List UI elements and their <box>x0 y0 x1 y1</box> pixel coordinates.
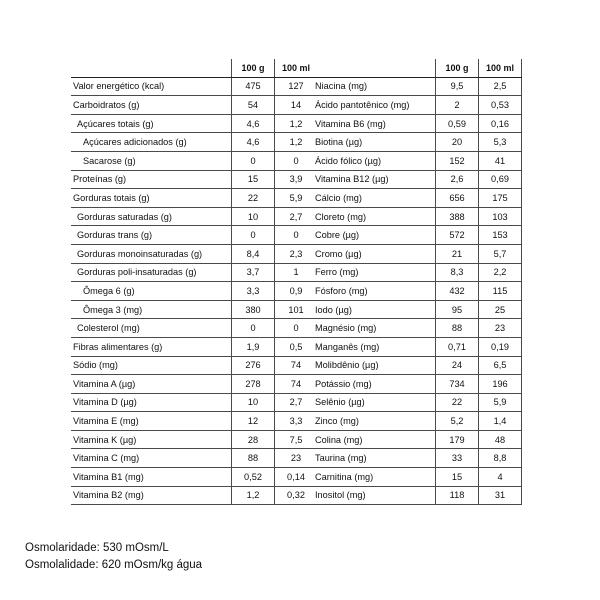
nutrient-label: Ácido pantotênico (mg) <box>313 96 436 115</box>
nutrient-label: Inositol (mg) <box>313 486 436 505</box>
table-row <box>313 486 522 505</box>
value-100ml: 25 <box>479 300 522 319</box>
table-row <box>71 356 317 375</box>
table-row <box>71 114 317 133</box>
nutrient-label: Carboidratos (g) <box>71 96 232 115</box>
value-100g: 88 <box>436 319 479 338</box>
value-100g: 380 <box>232 300 275 319</box>
nutrient-label: Colesterol (mg) <box>71 319 232 338</box>
table-row <box>71 96 317 115</box>
header-100g: 100 g <box>232 59 275 77</box>
value-100g: 54 <box>232 96 275 115</box>
osmolalidade-text: Osmolalidade: 620 mOsm/kg água <box>25 559 203 571</box>
table-row <box>71 170 317 189</box>
nutrient-label: Gorduras totais (g) <box>71 189 232 208</box>
value-100ml: 0 <box>275 319 318 338</box>
value-100g: 8,3 <box>436 263 479 282</box>
value-100ml: 5,3 <box>479 133 522 152</box>
table-row <box>313 375 522 394</box>
value-100ml: 7,5 <box>275 430 318 449</box>
table-row <box>313 449 522 468</box>
value-100ml: 23 <box>479 319 522 338</box>
value-100ml: 5,9 <box>275 189 318 208</box>
nutrient-label: Colina (mg) <box>313 430 436 449</box>
table-row <box>71 226 317 245</box>
value-100g: 2,6 <box>436 170 479 189</box>
value-100ml: 153 <box>479 226 522 245</box>
value-100ml: 2,2 <box>479 263 522 282</box>
table-row <box>313 170 522 189</box>
nutrient-label: Zinco (mg) <box>313 412 436 431</box>
value-100g: 10 <box>232 393 275 412</box>
nutrient-label: Gorduras monoinsaturadas (g) <box>71 244 232 263</box>
value-100ml: 41 <box>479 151 522 170</box>
header-100g: 100 g <box>436 59 479 77</box>
nutrient-label: Vitamina B1 (mg) <box>71 468 232 487</box>
value-100g: 572 <box>436 226 479 245</box>
nutrient-label: Sódio (mg) <box>71 356 232 375</box>
table-header-row <box>71 59 317 77</box>
table-header-row <box>313 59 522 77</box>
table-row <box>313 189 522 208</box>
nutrient-label: Fibras alimentares (g) <box>71 337 232 356</box>
nutrient-label: Biotina (µg) <box>313 133 436 152</box>
value-100ml: 2,3 <box>275 244 318 263</box>
value-100g: 152 <box>436 151 479 170</box>
value-100g: 278 <box>232 375 275 394</box>
table-row <box>313 356 522 375</box>
nutrient-label: Cobre (µg) <box>313 226 436 245</box>
value-100g: 3,7 <box>232 263 275 282</box>
nutrient-label: Carnitina (mg) <box>313 468 436 487</box>
value-100g: 15 <box>436 468 479 487</box>
value-100ml: 4 <box>479 468 522 487</box>
value-100g: 20 <box>436 133 479 152</box>
nutrient-label: Taurina (mg) <box>313 449 436 468</box>
nutrient-label: Cromo (µg) <box>313 244 436 263</box>
value-100g: 5,2 <box>436 412 479 431</box>
value-100g: 9,5 <box>436 77 479 96</box>
value-100g: 4,6 <box>232 133 275 152</box>
value-100ml: 2,5 <box>479 77 522 96</box>
nutrient-label: Cloreto (mg) <box>313 207 436 226</box>
value-100g: 88 <box>232 449 275 468</box>
nutrient-label: Açúcares totais (g) <box>71 114 232 133</box>
nutrition-table-left <box>71 59 317 505</box>
table-row <box>313 207 522 226</box>
value-100ml: 0 <box>275 151 318 170</box>
value-100ml: 0,9 <box>275 282 318 301</box>
nutrient-label: Magnésio (mg) <box>313 319 436 338</box>
value-100ml: 2,7 <box>275 393 318 412</box>
table-row <box>313 319 522 338</box>
table-row <box>71 337 317 356</box>
value-100ml: 101 <box>275 300 318 319</box>
value-100g: 0 <box>232 151 275 170</box>
value-100ml: 14 <box>275 96 318 115</box>
table-row <box>71 430 317 449</box>
value-100ml: 1,2 <box>275 133 318 152</box>
table-row <box>71 133 317 152</box>
nutrient-label: Potássio (mg) <box>313 375 436 394</box>
nutrient-label: Vitamina A (µg) <box>71 375 232 394</box>
value-100g: 8,4 <box>232 244 275 263</box>
table-row <box>313 114 522 133</box>
value-100ml: 1 <box>275 263 318 282</box>
value-100g: 0 <box>232 226 275 245</box>
header-100ml: 100 ml <box>275 59 318 77</box>
table-row <box>71 300 317 319</box>
value-100g: 734 <box>436 375 479 394</box>
table-row <box>313 412 522 431</box>
nutrient-label: Ferro (mg) <box>313 263 436 282</box>
value-100ml: 0,16 <box>479 114 522 133</box>
value-100g: 0,59 <box>436 114 479 133</box>
table-row <box>71 77 317 96</box>
value-100ml: 0,69 <box>479 170 522 189</box>
table-row <box>71 393 317 412</box>
table-row <box>71 207 317 226</box>
value-100ml: 31 <box>479 486 522 505</box>
value-100g: 118 <box>436 486 479 505</box>
value-100g: 22 <box>436 393 479 412</box>
nutrient-label: Gorduras trans (g) <box>71 226 232 245</box>
value-100g: 1,2 <box>232 486 275 505</box>
value-100g: 656 <box>436 189 479 208</box>
value-100ml: 2,7 <box>275 207 318 226</box>
value-100ml: 103 <box>479 207 522 226</box>
nutrient-label: Selênio (µg) <box>313 393 436 412</box>
osmolaridade-text: Osmolaridade: 530 mOsm/L <box>25 542 169 554</box>
value-100ml: 8,8 <box>479 449 522 468</box>
value-100ml: 5,7 <box>479 244 522 263</box>
value-100ml: 196 <box>479 375 522 394</box>
value-100g: 15 <box>232 170 275 189</box>
table-row <box>71 189 317 208</box>
value-100ml: 5,9 <box>479 393 522 412</box>
nutrient-label: Vitamina E (mg) <box>71 412 232 431</box>
nutrient-label: Niacina (mg) <box>313 77 436 96</box>
header-blank <box>313 59 436 77</box>
table-row <box>71 319 317 338</box>
osmolarity-notes <box>25 540 202 574</box>
nutrient-label: Vitamina K (µg) <box>71 430 232 449</box>
table-row <box>313 300 522 319</box>
table-row <box>71 449 317 468</box>
table-row <box>313 96 522 115</box>
table-row <box>71 412 317 431</box>
nutrient-label: Iodo (µg) <box>313 300 436 319</box>
nutrient-label: Ácido fólico (µg) <box>313 151 436 170</box>
header-blank <box>71 59 232 77</box>
value-100ml: 0,5 <box>275 337 318 356</box>
nutrient-label: Vitamina B12 (µg) <box>313 170 436 189</box>
value-100ml: 74 <box>275 375 318 394</box>
value-100g: 0 <box>232 319 275 338</box>
value-100ml: 1,2 <box>275 114 318 133</box>
value-100g: 432 <box>436 282 479 301</box>
table-row <box>313 263 522 282</box>
value-100g: 475 <box>232 77 275 96</box>
value-100ml: 48 <box>479 430 522 449</box>
value-100ml: 0 <box>275 226 318 245</box>
value-100g: 3,3 <box>232 282 275 301</box>
table-row <box>313 151 522 170</box>
value-100g: 276 <box>232 356 275 375</box>
table-row <box>71 468 317 487</box>
value-100g: 24 <box>436 356 479 375</box>
value-100ml: 23 <box>275 449 318 468</box>
nutrient-label: Ômega 6 (g) <box>71 282 232 301</box>
nutrient-label: Ômega 3 (mg) <box>71 300 232 319</box>
value-100ml: 3,3 <box>275 412 318 431</box>
nutrient-label: Vitamina D (µg) <box>71 393 232 412</box>
value-100g: 2 <box>436 96 479 115</box>
nutrient-label: Proteínas (g) <box>71 170 232 189</box>
nutrition-table-right <box>313 59 522 505</box>
nutrient-label: Vitamina B2 (mg) <box>71 486 232 505</box>
value-100g: 0,71 <box>436 337 479 356</box>
value-100ml: 0,32 <box>275 486 318 505</box>
table-row <box>71 244 317 263</box>
value-100g: 0,52 <box>232 468 275 487</box>
value-100g: 179 <box>436 430 479 449</box>
table-row <box>313 430 522 449</box>
nutrient-label: Gorduras saturadas (g) <box>71 207 232 226</box>
value-100g: 95 <box>436 300 479 319</box>
value-100ml: 0,19 <box>479 337 522 356</box>
value-100ml: 74 <box>275 356 318 375</box>
value-100ml: 3,9 <box>275 170 318 189</box>
value-100g: 388 <box>436 207 479 226</box>
table-row <box>71 375 317 394</box>
table-row <box>313 282 522 301</box>
value-100g: 33 <box>436 449 479 468</box>
nutrient-label: Manganês (mg) <box>313 337 436 356</box>
value-100g: 28 <box>232 430 275 449</box>
table-row <box>313 393 522 412</box>
table-row <box>71 486 317 505</box>
value-100ml: 127 <box>275 77 318 96</box>
value-100ml: 1,4 <box>479 412 522 431</box>
value-100ml: 115 <box>479 282 522 301</box>
value-100ml: 6,5 <box>479 356 522 375</box>
table-row <box>313 468 522 487</box>
table-row <box>71 151 317 170</box>
value-100ml: 0,53 <box>479 96 522 115</box>
table-row <box>313 244 522 263</box>
nutrient-label: Molibdênio (µg) <box>313 356 436 375</box>
nutrient-label: Fósforo (mg) <box>313 282 436 301</box>
value-100g: 1,9 <box>232 337 275 356</box>
table-row <box>313 337 522 356</box>
nutrient-label: Vitamina B6 (mg) <box>313 114 436 133</box>
nutrient-label: Vitamina C (mg) <box>71 449 232 468</box>
table-row <box>313 77 522 96</box>
value-100g: 10 <box>232 207 275 226</box>
nutrient-label: Valor energético (kcal) <box>71 77 232 96</box>
value-100g: 22 <box>232 189 275 208</box>
value-100g: 4,6 <box>232 114 275 133</box>
value-100ml: 175 <box>479 189 522 208</box>
nutrient-label: Gorduras poli-insaturadas (g) <box>71 263 232 282</box>
nutrient-label: Cálcio (mg) <box>313 189 436 208</box>
value-100g: 21 <box>436 244 479 263</box>
header-100ml: 100 ml <box>479 59 522 77</box>
table-row <box>313 226 522 245</box>
value-100ml: 0,14 <box>275 468 318 487</box>
table-row <box>313 133 522 152</box>
nutrient-label: Sacarose (g) <box>71 151 232 170</box>
table-row <box>71 282 317 301</box>
value-100g: 12 <box>232 412 275 431</box>
nutrient-label: Açúcares adicionados (g) <box>71 133 232 152</box>
table-row <box>71 263 317 282</box>
